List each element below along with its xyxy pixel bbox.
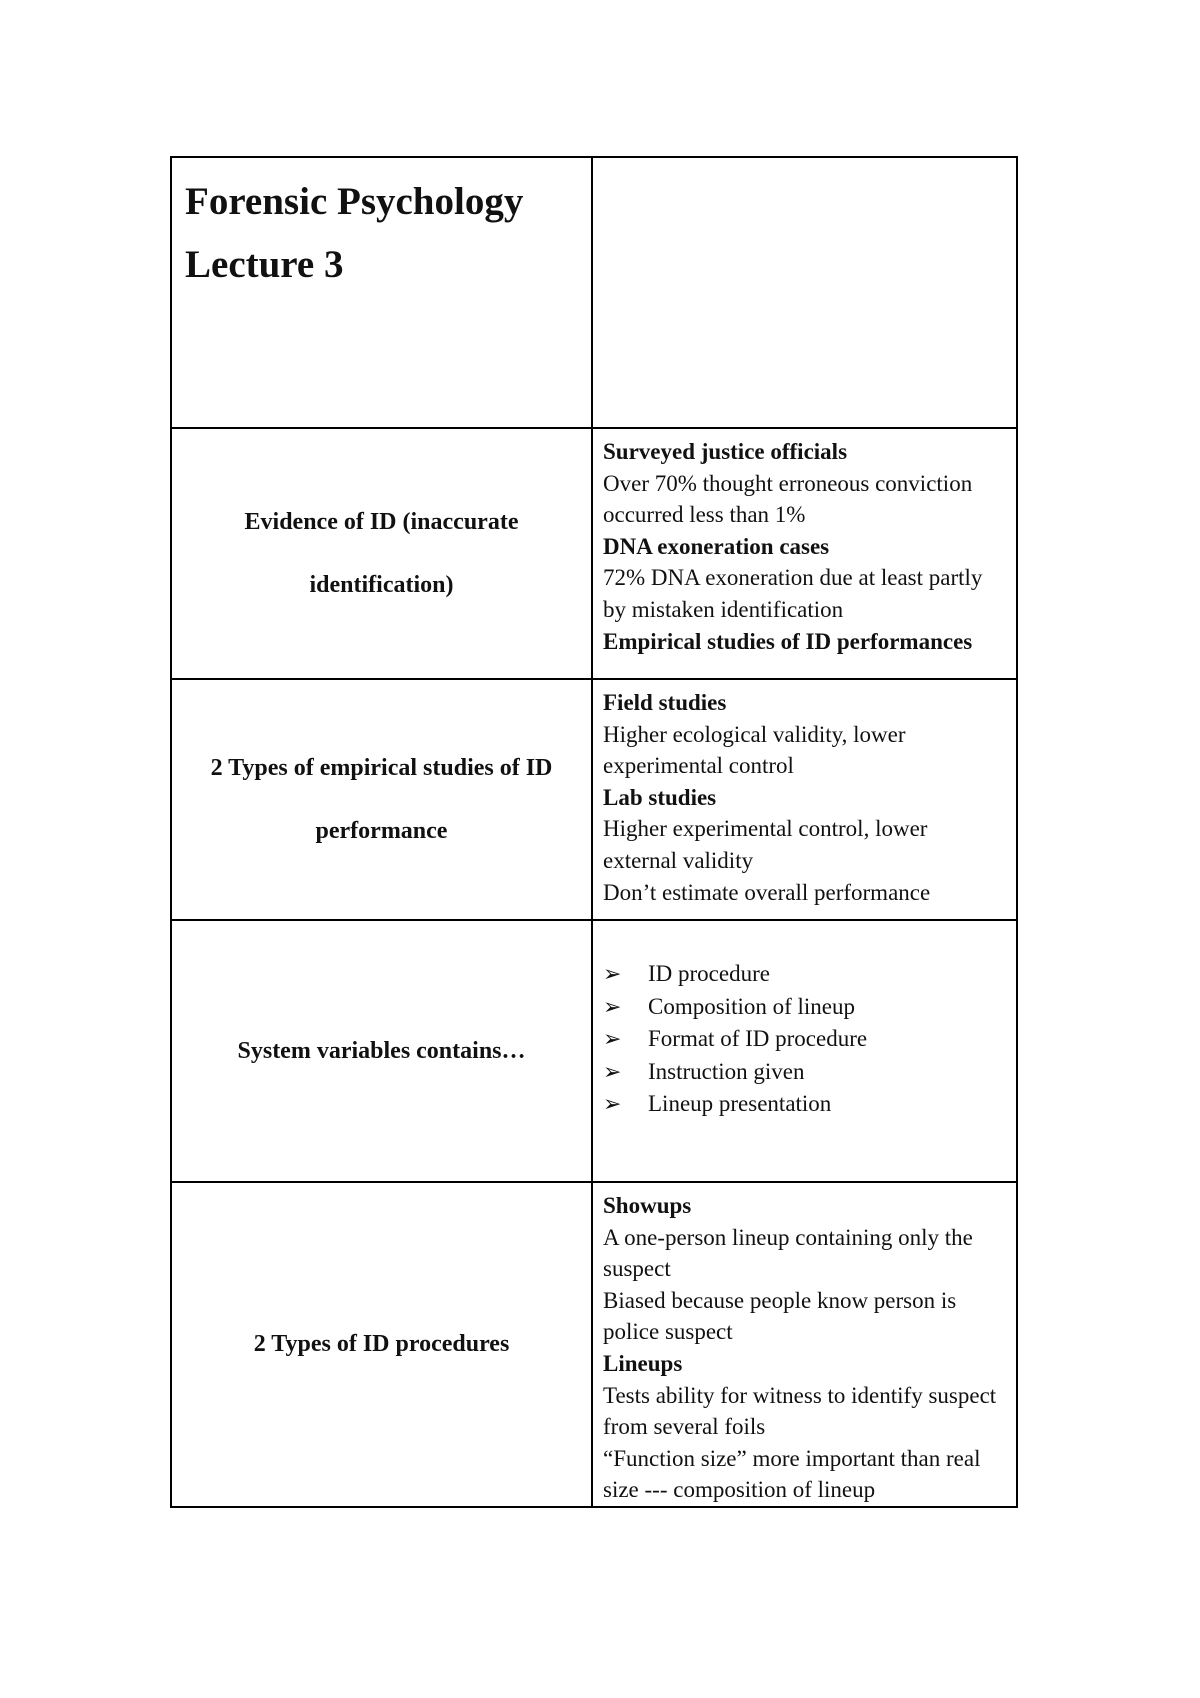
term-cell [171, 1182, 592, 1507]
detail-text: A one-person lineup containing only the suspect [603, 1224, 973, 1282]
detail-text: Don’t estimate overall performance [603, 879, 931, 905]
definition-cell [592, 428, 1017, 679]
table-row [171, 1182, 1017, 1507]
detail-text: 72% DNA exoneration due at least partly by mistaken identification [603, 565, 983, 622]
arrow-bullet-icon: ➢ [603, 1059, 622, 1085]
term-text: 2 Types of empirical studies of ID performance [210, 754, 553, 844]
arrow-bullet-icon: ➢ [603, 1027, 622, 1053]
lecture-number: Lecture 3 [185, 243, 344, 286]
term-cell [171, 679, 592, 920]
title-row [171, 157, 1017, 428]
detail-text: “Function size” more important than real size --- composition of lineup [603, 1445, 981, 1503]
term-cell [171, 428, 592, 679]
list-item-text: Lineup presentation [648, 1091, 832, 1117]
document-title: Forensic Psychology [185, 180, 524, 223]
definition-cell [592, 1182, 1017, 1507]
detail-text: Over 70% thought erroneous conviction occurred less than 1% [603, 470, 973, 528]
detail-heading: Lab studies [603, 784, 717, 810]
notes-table [170, 156, 1018, 1508]
table-row [171, 428, 1017, 679]
detail-text: Higher experimental control, lower external validity [603, 816, 928, 873]
detail-heading: Field studies [603, 690, 727, 715]
list-item [603, 1023, 1006, 1056]
list-item [603, 958, 1006, 991]
definition-cell [592, 920, 1017, 1182]
list-item-text: Instruction given [648, 1058, 805, 1084]
title-empty-cell [592, 157, 1017, 428]
detail-heading: Showups [603, 1193, 692, 1218]
term-text: System variables contains… [237, 1037, 526, 1064]
title-cell [171, 157, 592, 428]
term-cell [171, 920, 592, 1182]
list-item-text: ID procedure [648, 961, 770, 986]
detail-heading: Empirical studies of ID performances [603, 628, 973, 654]
term-text: 2 Types of ID procedures [253, 1331, 510, 1357]
arrow-bullet-icon: ➢ [603, 1092, 622, 1118]
table-row [171, 679, 1017, 920]
detail-heading: Surveyed justice officials [603, 439, 848, 464]
detail-heading: Lineups [603, 1350, 683, 1376]
list-item [603, 991, 1006, 1024]
arrow-bullet-icon: ➢ [603, 962, 622, 987]
term-text: Evidence of ID (inaccurate identification) [244, 508, 519, 598]
list-item-text: Format of ID procedure [648, 1026, 868, 1052]
list-item [603, 1088, 1006, 1121]
detail-text: Tests ability for witness to identify suspect from several foils [603, 1382, 997, 1440]
detail-text: Biased because people know person is police suspect [603, 1287, 957, 1345]
detail-heading: DNA exoneration cases [603, 533, 830, 559]
detail-text: Higher ecological validity, lower experimental control [603, 721, 906, 779]
list-item-text: Composition of lineup [648, 993, 855, 1019]
table-row [171, 920, 1017, 1182]
definition-cell [592, 679, 1017, 920]
arrow-bullet-icon: ➢ [603, 994, 622, 1020]
list-item [603, 1056, 1006, 1089]
system-variables-list [603, 958, 1006, 1121]
